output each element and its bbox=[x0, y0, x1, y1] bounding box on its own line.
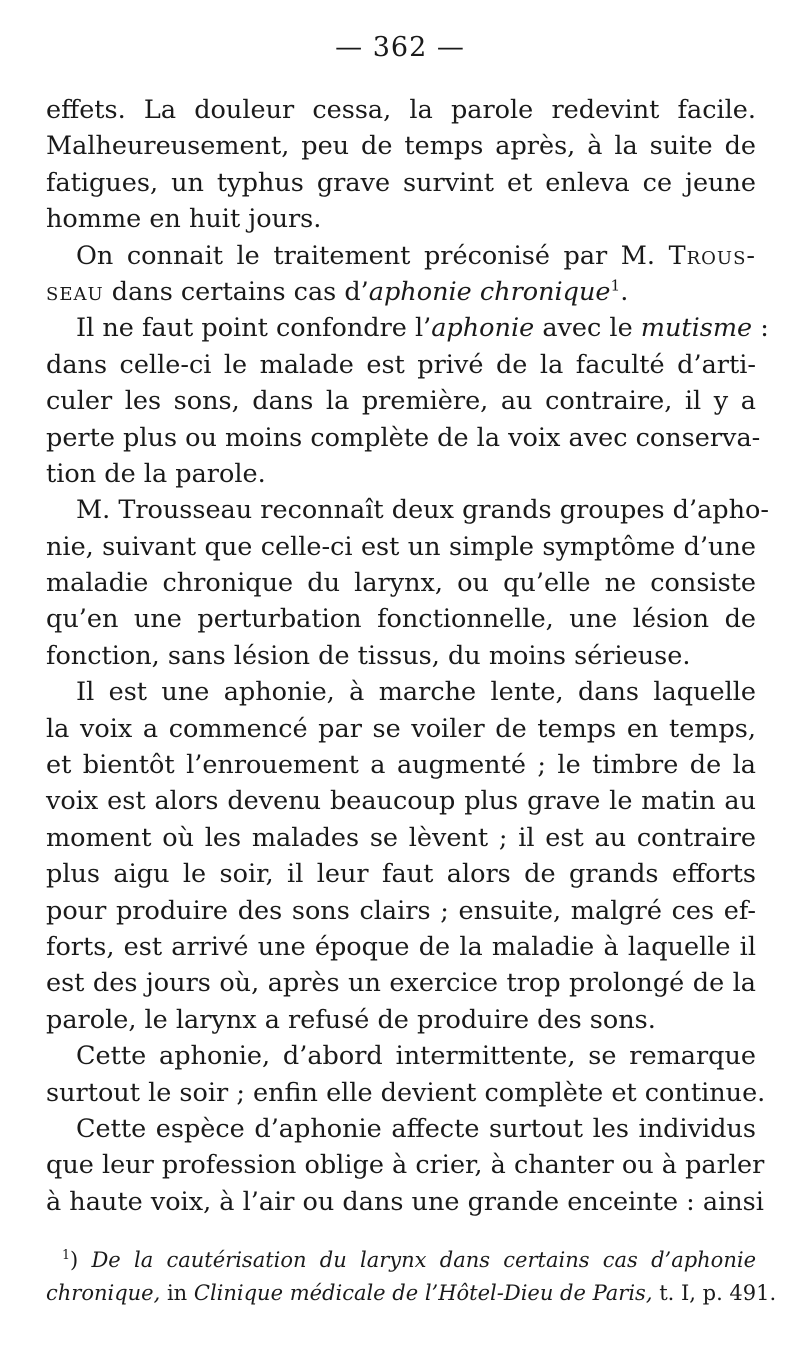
text-line: M. Trousseau reconnaît deux grands groupes d’apho- bbox=[76, 495, 769, 526]
text-line: Cette espèce d’aphonie affecte surtout les individus bbox=[76, 1113, 756, 1144]
italic-term: aphonie chronique bbox=[368, 276, 611, 307]
text-line: perte plus ou moins complète de la voix avec conserva- bbox=[46, 422, 761, 453]
text-line: forts, est arrivé une époque de la maladie à laquelle il bbox=[46, 931, 756, 962]
text-run: : bbox=[752, 313, 769, 344]
text-line: tion de la parole. bbox=[46, 458, 266, 489]
text-line: voix est alors devenu beaucoup plus grave le matin au bbox=[46, 786, 756, 817]
text-line: maladie chronique du larynx, ou qu’elle ne consiste bbox=[46, 568, 756, 599]
italic-term: aphonie bbox=[431, 313, 535, 344]
text-line bbox=[46, 274, 756, 310]
footnote-title-cont: chronique, bbox=[46, 1281, 161, 1305]
text-run: . bbox=[620, 276, 629, 307]
text-run: avec le bbox=[534, 313, 641, 344]
text-line: culer les sons, dans la première, au contraire, il y a bbox=[46, 386, 756, 417]
author-name-cont: seau bbox=[46, 276, 104, 307]
text-line: surtout le soir ; enfin elle devient complète et continue. bbox=[46, 1077, 766, 1108]
text-line: dans celle-ci le malade est privé de la faculté d’arti- bbox=[46, 349, 756, 380]
body-text bbox=[46, 92, 769, 1220]
text-line: la voix a commencé par se voiler de temps en temps, bbox=[46, 713, 756, 744]
footnote-marker: 1 bbox=[62, 1247, 71, 1262]
text-line: Malheureusement, peu de temps après, à la suite de bbox=[46, 131, 756, 162]
footnote-title: De la cautérisation du larynx dans certains cas d’aphonie bbox=[91, 1248, 756, 1272]
text-run: On connait le traitement préconisé par M. bbox=[76, 240, 656, 271]
text-line: Il est une aphonie, à marche lente, dans laquelle bbox=[76, 677, 756, 708]
text-line bbox=[46, 238, 756, 274]
text-line: effets. La douleur cessa, la parole redevint facile. bbox=[46, 95, 756, 125]
text-line: parole, le larynx a refusé de produire des sons. bbox=[46, 1004, 656, 1035]
text-line: Cette aphonie, d’abord intermittente, se remarque bbox=[76, 1041, 756, 1072]
text-line: plus aigu le soir, il leur faut alors de grands efforts bbox=[46, 859, 756, 890]
footnote-text: in bbox=[160, 1281, 194, 1305]
footnote-line bbox=[46, 1277, 777, 1310]
page-number: — 362 — bbox=[335, 32, 465, 63]
text-line: nie, suivant que celle-ci est un simple symptôme d’une bbox=[46, 531, 756, 562]
text-line: que leur profession oblige à crier, à chanter ou à parler bbox=[46, 1150, 765, 1181]
text-line: fatigues, un typhus grave survint et enleva ce jeune bbox=[46, 167, 756, 198]
footnote bbox=[46, 1244, 777, 1310]
text-line: est des jours où, après un exercice trop prolongé de la bbox=[46, 968, 756, 999]
text-line: pour produire des sons clairs ; ensuite, malgré ces ef- bbox=[46, 895, 756, 926]
text-line bbox=[46, 310, 769, 346]
text-line: qu’en une perturbation fonctionnelle, une lésion de bbox=[46, 604, 756, 635]
footnote-source: Clinique médicale de l’Hôtel-Dieu de Paris, bbox=[193, 1281, 653, 1305]
footnote-line bbox=[46, 1244, 756, 1277]
footnote-ref: 1 bbox=[610, 276, 621, 295]
italic-term: mutisme bbox=[640, 313, 753, 344]
text-run: Il ne faut point confondre l’ bbox=[76, 313, 432, 344]
author-name: Trous- bbox=[668, 240, 757, 271]
text-line: moment où les malades se lèvent ; il est au contraire bbox=[46, 822, 756, 853]
text-line: à haute voix, à l’air ou dans une grande enceinte : ainsi bbox=[46, 1186, 764, 1217]
text-line: fonction, sans lésion de tissus, du moins sérieuse. bbox=[46, 640, 691, 671]
text-line: et bientôt l’enrouement a augmenté ; le timbre de la bbox=[46, 750, 756, 781]
footnote-text: ) bbox=[70, 1248, 92, 1272]
text-run: dans certains cas d’ bbox=[111, 276, 369, 307]
text-line: homme en huit jours. bbox=[46, 204, 322, 235]
footnote-text: t. I, p. 491. bbox=[652, 1281, 777, 1305]
